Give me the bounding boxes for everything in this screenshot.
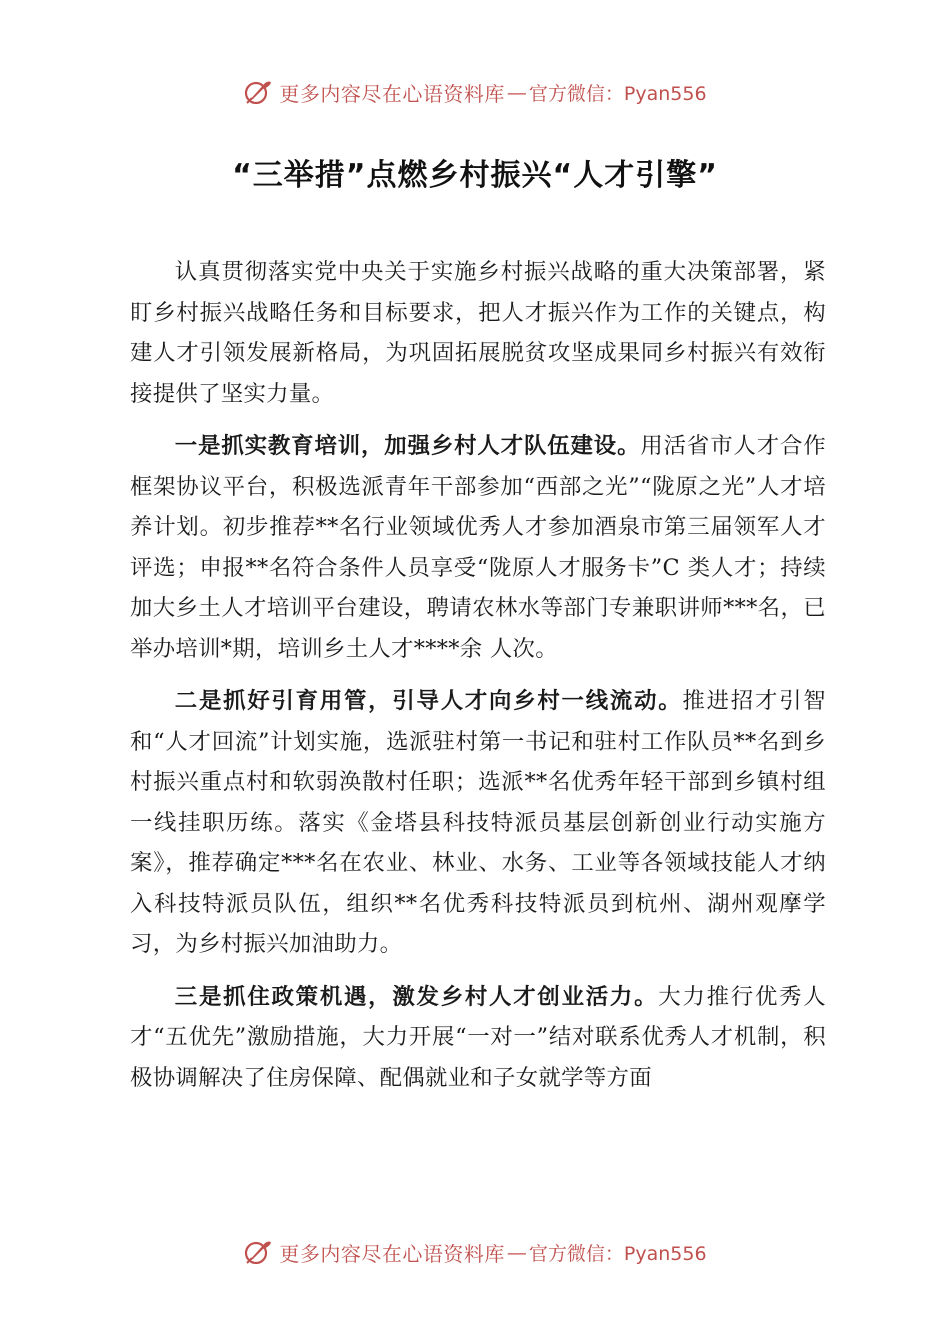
paragraph-measure-3: [130, 977, 826, 1099]
paragraph-measure-2: [130, 681, 826, 965]
paragraph-text: 用活省市人才合作框架协议平台，积极选派青年干部参加“西部之光”“陇原之光”人才培养计划。初步推荐**名行业领域优秀人才参加酒泉市第三届领军人才评选；申报**名符合条件人员享受“陇原人才服务卡”C 类人才；持续加大乡土人才培训平台建设，聘请农林水等部门专兼职讲师***名，已举办培训*期，培训乡土人才****余 人次。: [130, 433, 826, 662]
watermark-separator: —: [506, 80, 527, 104]
paragraph-lead: 一是抓实教育培训，加强乡村人才队伍建设。: [174, 433, 641, 459]
header-watermark-banner: [0, 72, 950, 112]
watermark-separator: —: [506, 1240, 527, 1264]
paragraph-intro: [130, 252, 826, 414]
footer-watermark-banner: [0, 1232, 950, 1272]
watermark-contact: 官方微信：Pyan556: [528, 82, 707, 105]
paragraph-text: 推进招才引智和“人才回流”计划实施，选派驻村第一书记和驻村工作队员**名到乡村振兴重点村和软弱涣散村任职；选派**名优秀年轻干部到乡镇村组一线挂职历练。落实《金塔县科技特派员基层创新创业行动实施方案》，推荐确定***名在农业、林业、水务、工业等各领域技能人才纳入科技特派员队伍，组织**名优秀科技特派员到杭州、湖州观摩学习，为乡村振兴加油助力。: [130, 688, 826, 957]
paragraph-text: 认真贯彻落实党中央关于实施乡村振兴战略的重大决策部署，紧盯乡村振兴战略任务和目标要求，把人才振兴作为工作的关键点，构建人才引领发展新格局，为巩固拓展脱贫攻坚成果同乡村振兴有效衔接提供了坚实力量。: [130, 259, 826, 407]
watermark-contact: 官方微信：Pyan556: [528, 1242, 707, 1265]
paragraph-lead: 三是抓住政策机遇，激发乡村人才创业活力。: [174, 983, 659, 1010]
paragraph-text: 大力推行优秀人才“五优先”激励措施，大力开展“一对一”结对联系优秀人才机制，积极协调解决了住房保障、配偶就业和子女就学等方面: [130, 983, 826, 1091]
paragraph-measure-1: [130, 426, 826, 669]
paragraph-lead: 二是抓好引育用管，引导人才向乡村一线流动。: [174, 688, 683, 714]
watermark-text: 更多内容尽在心语资料库: [279, 1241, 505, 1266]
document-title: “三举措”点燃乡村振兴“人才引擎”: [232, 158, 718, 193]
quill-pen-logo-icon: [243, 77, 273, 107]
quill-pen-logo-icon: [243, 1237, 273, 1267]
document-body: [130, 252, 826, 1110]
watermark-text: 更多内容尽在心语资料库: [279, 81, 505, 106]
